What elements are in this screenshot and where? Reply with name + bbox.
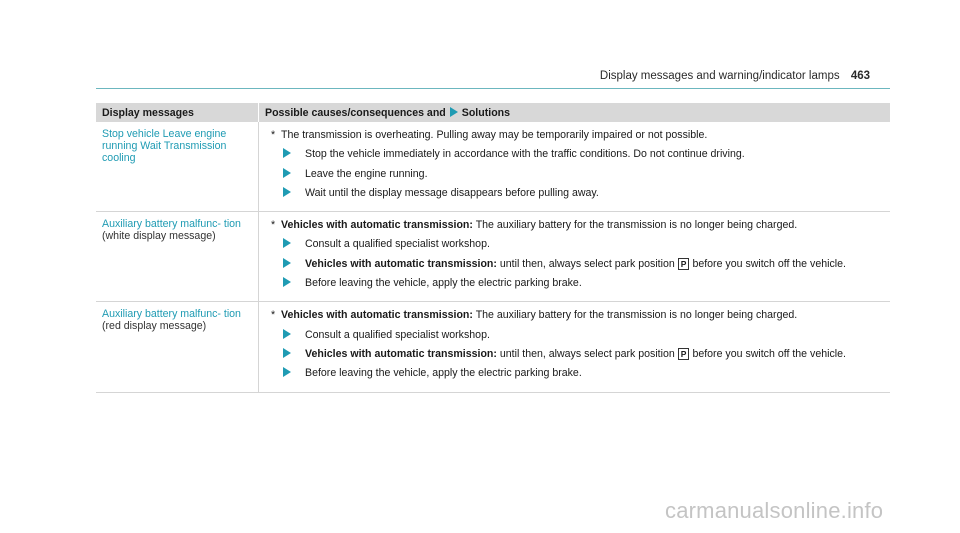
- message-cell: [96, 122, 259, 212]
- triangle-right-icon: [283, 187, 291, 197]
- action-prefix: Vehicles with automatic transmission:: [305, 257, 497, 270]
- solution-cell: [259, 122, 891, 212]
- action-item: [305, 186, 884, 200]
- star-marker: *: [271, 309, 276, 322]
- column-header-causes: Possible causes/consequences and: [265, 106, 446, 119]
- message-cell: [96, 302, 259, 392]
- header-rule: [96, 88, 890, 89]
- column-header-solutions: Solutions: [461, 106, 511, 119]
- watermark: carmanualsonline.info: [665, 498, 884, 523]
- display-messages-table: [96, 103, 890, 393]
- action-text: Before leaving the vehicle, apply the electric parking brake.: [305, 277, 582, 290]
- star-marker: *: [271, 219, 276, 232]
- cause-description: The auxiliary battery for the transmission is no longer being charged.: [475, 219, 798, 232]
- solution-cell: [259, 212, 891, 302]
- table-header-row: [96, 103, 890, 122]
- triangle-right-icon: [283, 367, 291, 377]
- triangle-right-icon: [283, 168, 291, 178]
- page-header: [0, 70, 870, 82]
- action-text: Before leaving the vehicle, apply the electric parking brake.: [305, 367, 582, 380]
- triangle-right-icon: [450, 107, 458, 117]
- action-text: Consult a qualified specialist workshop.: [305, 238, 490, 251]
- action-item: [305, 147, 884, 161]
- column-header-causes-solutions: [259, 103, 891, 122]
- triangle-right-icon: [283, 238, 291, 248]
- action-item: [305, 167, 884, 181]
- action-text: Consult a qualified specialist workshop.: [305, 328, 490, 341]
- triangle-right-icon: [283, 148, 291, 158]
- action-prefix: Vehicles with automatic transmission:: [305, 347, 497, 360]
- triangle-right-icon: [283, 329, 291, 339]
- park-position-icon: P: [678, 258, 690, 270]
- column-header-display-messages: Display messages: [96, 103, 259, 122]
- cause-text: [271, 218, 884, 232]
- message-cell: [96, 212, 259, 302]
- action-text: Leave the engine running.: [305, 167, 428, 180]
- cause-description: The auxiliary battery for the transmission is no longer being charged.: [475, 309, 798, 322]
- triangle-right-icon: [283, 258, 291, 268]
- triangle-right-icon: [283, 277, 291, 287]
- action-text: until then, always select park position: [499, 347, 675, 360]
- cause-description: The transmission is overheating. Pulling away may be temporarily impaired or not possible.: [281, 129, 708, 141]
- message-title: Auxiliary battery malfunc- tion: [102, 218, 241, 231]
- cause-prefix: Vehicles with automatic transmission:: [281, 309, 473, 322]
- action-text: until then, always select park position: [499, 257, 675, 270]
- action-item: [305, 347, 884, 361]
- message-note: (white display message): [102, 230, 216, 243]
- action-item: [305, 257, 884, 271]
- page-number: 463: [850, 70, 870, 82]
- star-marker: *: [271, 129, 276, 141]
- message-title: Stop vehicle Leave engine running Wait Transmission cooling: [102, 128, 227, 164]
- table-row: [96, 212, 890, 302]
- table-row: [96, 302, 890, 392]
- action-item: [305, 366, 884, 380]
- triangle-right-icon: [283, 348, 291, 358]
- park-position-icon: P: [678, 348, 690, 360]
- action-item: [305, 237, 884, 251]
- cause-text: [271, 128, 884, 142]
- action-item: [305, 276, 884, 290]
- action-text: Stop the vehicle immediately in accordance with the traffic conditions. Do not continue driving.: [305, 148, 745, 161]
- table-row: [96, 122, 890, 212]
- action-item: [305, 328, 884, 342]
- message-title: Auxiliary battery malfunc- tion: [102, 308, 241, 321]
- page-header-title: Display messages and warning/indicator lamps: [599, 70, 840, 82]
- action-text-cont: before you switch off the vehicle.: [692, 257, 846, 270]
- message-note: (red display message): [102, 320, 207, 333]
- cause-prefix: Vehicles with automatic transmission:: [281, 219, 473, 232]
- solution-cell: [259, 302, 891, 392]
- action-text: Wait until the display message disappears before pulling away.: [305, 186, 599, 199]
- action-text-cont: before you switch off the vehicle.: [692, 347, 846, 360]
- cause-text: [271, 308, 884, 322]
